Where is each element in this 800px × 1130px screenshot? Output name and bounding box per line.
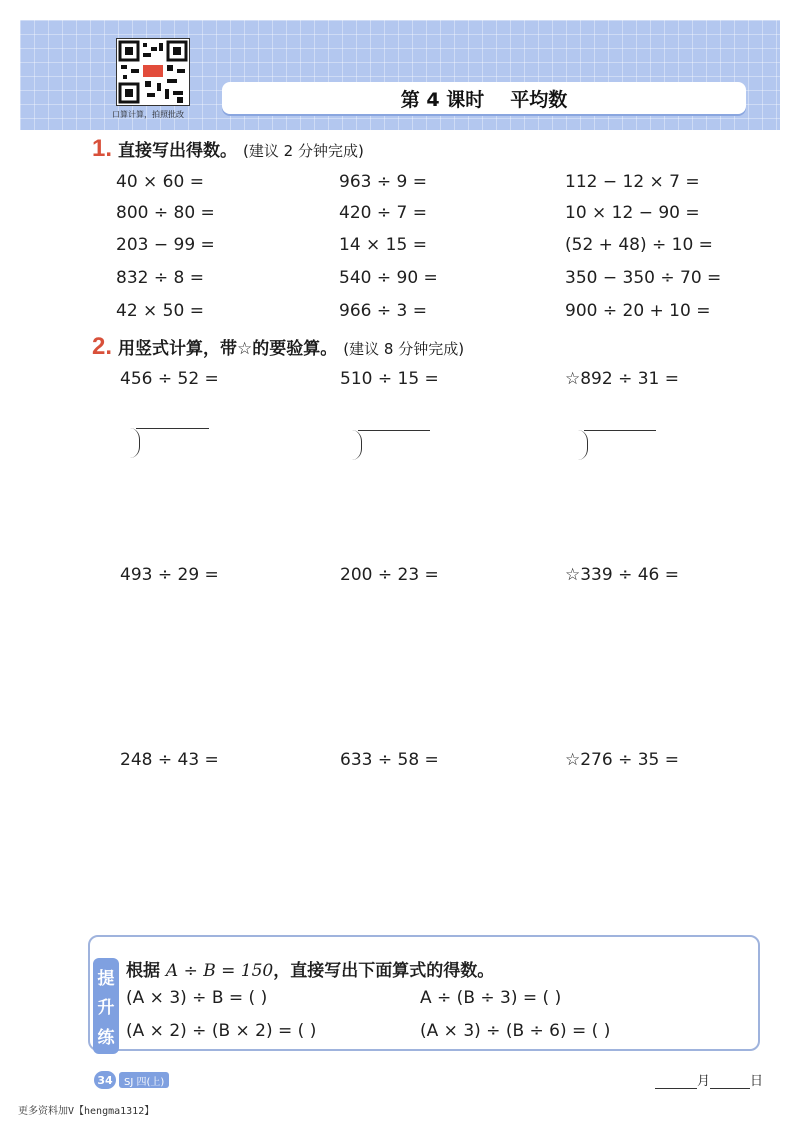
division-bracket bbox=[358, 430, 430, 431]
qr-code[interactable] bbox=[116, 38, 190, 106]
improve-item: (A × 2) ÷ (B × 2) = ( ) bbox=[126, 1021, 317, 1041]
section1-instruction: 直接写出得数。 bbox=[118, 141, 238, 161]
long-division-item: 633 ÷ 58 = bbox=[340, 750, 439, 770]
mental-math-item: 14 × 15 = bbox=[339, 235, 427, 255]
section2-number: 2. bbox=[92, 333, 113, 360]
section1-number: 1. bbox=[92, 135, 113, 162]
month-label: 月 bbox=[697, 1074, 711, 1089]
long-division-item: ☆276 ÷ 35 = bbox=[565, 750, 680, 770]
lesson-topic: 平均数 bbox=[510, 88, 568, 111]
division-bracket bbox=[136, 428, 209, 429]
tab-char: 练 bbox=[97, 1027, 115, 1048]
lesson-title bbox=[222, 82, 746, 114]
day-label: 日 bbox=[750, 1074, 764, 1089]
tab-char: 升 bbox=[97, 998, 115, 1019]
long-division-item: 200 ÷ 23 = bbox=[340, 565, 439, 585]
division-bracket bbox=[352, 430, 362, 460]
mental-math-item: 40 × 60 = bbox=[116, 172, 204, 192]
day-blank[interactable] bbox=[710, 1075, 750, 1089]
long-division-item: 248 ÷ 43 = bbox=[120, 750, 219, 770]
mental-math-item: 966 ÷ 3 = bbox=[339, 301, 427, 321]
improve-practice-tab bbox=[93, 958, 119, 1054]
grade-tag: SJ 四(上) bbox=[119, 1072, 169, 1088]
division-bracket bbox=[130, 428, 140, 458]
tab-char: 提 bbox=[97, 969, 115, 990]
long-division-item: 456 ÷ 52 = bbox=[120, 369, 219, 389]
month-blank[interactable] bbox=[655, 1075, 697, 1089]
mental-math-item: 832 ÷ 8 = bbox=[116, 268, 204, 288]
qr-caption: 口算计算，拍照批改 bbox=[112, 110, 184, 119]
improve-title-suffix: ，直接写出下面算式的得数。 bbox=[273, 961, 495, 981]
section2-note: (建议 8 分钟完成) bbox=[343, 340, 465, 358]
section1-heading bbox=[92, 135, 364, 163]
section2-heading bbox=[92, 333, 464, 361]
mental-math-item: 900 ÷ 20 + 10 = bbox=[565, 301, 711, 321]
improve-instruction bbox=[126, 956, 494, 981]
mental-math-item: 203 − 99 = bbox=[116, 235, 215, 255]
mental-math-item: 963 ÷ 9 = bbox=[339, 172, 427, 192]
page-badge bbox=[94, 1071, 169, 1089]
mental-math-item: (52 + 48) ÷ 10 = bbox=[565, 235, 713, 255]
improve-item: (A × 3) ÷ (B ÷ 6) = ( ) bbox=[420, 1021, 611, 1041]
mental-math-item: 350 − 350 ÷ 70 = bbox=[565, 268, 722, 288]
long-division-item: 510 ÷ 15 = bbox=[340, 369, 439, 389]
improve-title-formula: A ÷ B = 150 bbox=[165, 961, 274, 981]
long-division-item: ☆892 ÷ 31 = bbox=[565, 369, 680, 389]
bottom-note: 更多资料加V【hengma1312】 bbox=[18, 1106, 155, 1117]
mental-math-item: 10 × 12 − 90 = bbox=[565, 203, 700, 223]
lesson-number: 第 4 课时 bbox=[400, 88, 485, 111]
improve-item: A ÷ (B ÷ 3) = ( ) bbox=[420, 988, 562, 1008]
mental-math-item: 800 ÷ 80 = bbox=[116, 203, 215, 223]
section2-instruction: 用竖式计算，带☆的要验算。 bbox=[118, 339, 338, 359]
mental-math-item: 112 − 12 × 7 = bbox=[565, 172, 700, 192]
date-field bbox=[655, 1070, 763, 1089]
mental-math-item: 420 ÷ 7 = bbox=[339, 203, 427, 223]
division-bracket bbox=[584, 430, 656, 431]
mental-math-item: 540 ÷ 90 = bbox=[339, 268, 438, 288]
page-number: 34 bbox=[94, 1071, 116, 1089]
section1-note: (建议 2 分钟完成) bbox=[243, 142, 364, 160]
improve-item: (A × 3) ÷ B = ( ) bbox=[126, 988, 268, 1008]
long-division-item: 493 ÷ 29 = bbox=[120, 565, 219, 585]
improve-title-prefix: 根据 bbox=[126, 961, 160, 981]
division-bracket bbox=[578, 430, 588, 460]
long-division-item: ☆339 ÷ 46 = bbox=[565, 565, 680, 585]
mental-math-item: 42 × 50 = bbox=[116, 301, 204, 321]
